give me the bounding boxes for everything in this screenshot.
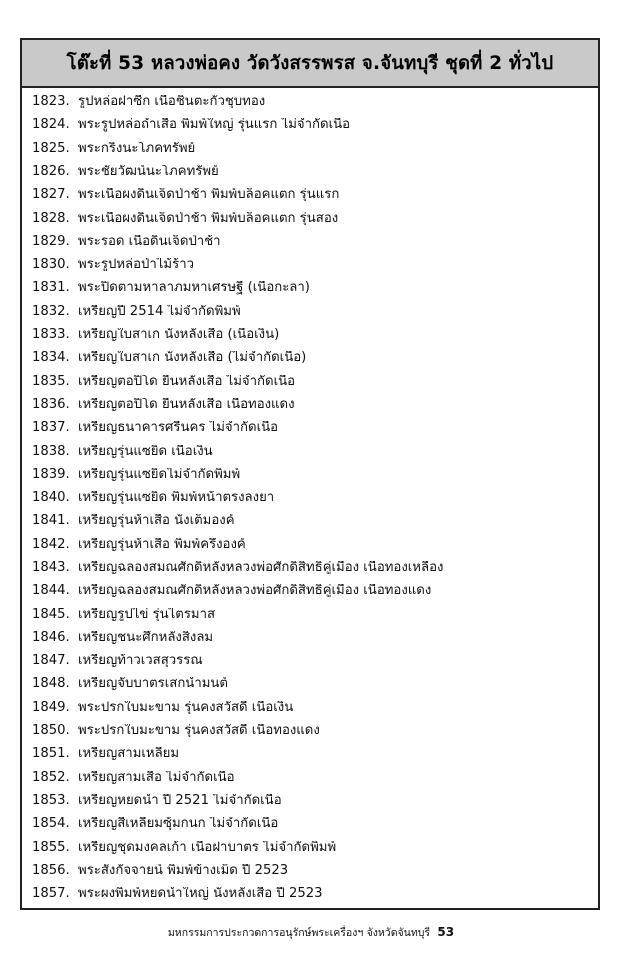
list-item bbox=[32, 603, 592, 626]
item-number: 1851. bbox=[32, 746, 70, 762]
list-item bbox=[32, 719, 592, 742]
list-item bbox=[32, 183, 592, 206]
list-item bbox=[32, 649, 592, 672]
item-text: เหรียญฉลองสมณศักดิ์หลังหลวงพ่อศักดิ์สิทธิ์คู่เมือง เนื้อทองแดง bbox=[78, 584, 432, 598]
item-text: เหรียญใบสาเก นั่งหลังเสือ (ไม่จำกัดเนื้อ) bbox=[78, 351, 307, 365]
list-item bbox=[32, 206, 592, 229]
item-number: 1842. bbox=[32, 536, 70, 552]
list-item bbox=[32, 579, 592, 602]
item-text: พระกริ่งนะโภคทรัพย์ bbox=[78, 141, 196, 155]
item-text: เหรียญรุ่นห้าเสือ พิมพ์ครึ่งองค์ bbox=[78, 537, 246, 551]
item-text: พระรูปหล่อป่าไม้ร้าว bbox=[78, 258, 195, 272]
list-item bbox=[32, 160, 592, 183]
item-number: 1855. bbox=[32, 839, 70, 855]
list-item bbox=[32, 556, 592, 579]
item-number: 1845. bbox=[32, 606, 70, 622]
footer-text: มหกรรมการประกวดการอนุรักษ์พระเครื่องฯ จังหวัดจันทบุรี bbox=[167, 927, 431, 939]
item-text: เหรียญหยดน้ำ ปี 2521 ไม่จำกัดเนื้อ bbox=[78, 793, 282, 808]
item-text: เหรียญสามเหลี่ยม bbox=[78, 747, 180, 761]
item-number: 1825. bbox=[32, 140, 70, 156]
list-item bbox=[32, 626, 592, 649]
item-number: 1852. bbox=[32, 769, 70, 785]
item-text: พระเนื้อผงดินเจ็ดป่าช้า พิมพ์บล็อคแตก รุ่นแรก bbox=[78, 188, 340, 202]
item-number: 1850. bbox=[32, 723, 70, 739]
item-text: เหรียญสี่เหลี่ยมซุ้มกนก ไม่จำกัดเนื้อ bbox=[78, 817, 279, 831]
item-text: เหรียญสามเสือ ไม่จำกัดเนื้อ bbox=[78, 770, 235, 784]
list-item bbox=[32, 439, 592, 462]
item-text: พระชัยวัฒน์นะโภคทรัพย์ bbox=[78, 164, 219, 179]
item-number: 1847. bbox=[32, 653, 70, 669]
item-number: 1829. bbox=[32, 233, 70, 249]
item-text: พระรูปหล่อถ้ำเสือ พิมพ์ใหญ่ รุ่นแรก ไม่จำกัดเนื้อ bbox=[78, 118, 351, 132]
item-number: 1843. bbox=[32, 559, 70, 575]
item-text: เหรียญใบสาเก นั่งหลังเสือ (เนื้อเงิน) bbox=[78, 328, 280, 342]
item-number: 1856. bbox=[32, 862, 70, 878]
item-number: 1827. bbox=[32, 187, 70, 203]
item-text: พระปิดตามหาลาภมหาเศรษฐี (เนื้อกะลา) bbox=[78, 281, 310, 295]
item-number: 1831. bbox=[32, 280, 70, 296]
item-number: 1848. bbox=[32, 676, 70, 692]
list-item bbox=[32, 766, 592, 789]
item-text: เหรียญจับบาตรเสกน้ำมนต์ bbox=[78, 677, 229, 691]
item-text: เหรียญรุ่นแซยิดไม่จำกัดพิมพ์ bbox=[78, 467, 241, 481]
item-text: เหรียญตอปิโด ยืนหลังเสือ เนื้อทองแดง bbox=[78, 397, 295, 412]
item-number: 1849. bbox=[32, 699, 70, 715]
item-list bbox=[32, 90, 592, 905]
table-header bbox=[22, 40, 598, 88]
item-number: 1844. bbox=[32, 583, 70, 599]
list-item bbox=[32, 509, 592, 532]
list-item bbox=[32, 789, 592, 812]
item-text: เหรียญรุ่นห้าเสือ นั่งเต็มองค์ bbox=[78, 514, 235, 528]
list-item bbox=[32, 533, 592, 556]
item-number: 1826. bbox=[32, 163, 70, 179]
list-item bbox=[32, 90, 592, 113]
list-item bbox=[32, 742, 592, 765]
item-text: พระปรกใบมะขาม รุ่นคงสวัสดี เนื้อเงิน bbox=[78, 700, 294, 714]
item-text: พระปรกใบมะขาม รุ่นคงสวัสดี เนื้อทองแดง bbox=[78, 724, 320, 738]
item-number: 1833. bbox=[32, 327, 70, 343]
item-text: เหรียญธนาคารศรีนคร ไม่จำกัดเนื้อ bbox=[78, 421, 279, 435]
list-item bbox=[32, 137, 592, 160]
item-text: พระเนื้อผงดินเจ็ดป่าช้า พิมพ์บล็อคแตก รุ่นสอง bbox=[78, 211, 339, 225]
page-number: 53 bbox=[437, 925, 455, 939]
list-item bbox=[32, 812, 592, 835]
item-number: 1835. bbox=[32, 373, 70, 389]
list-item bbox=[32, 696, 592, 719]
item-number: 1840. bbox=[32, 490, 70, 506]
list-item bbox=[32, 882, 592, 905]
table-frame bbox=[20, 38, 600, 910]
item-text: เหรียญรูปไข่ รุ่นไตรมาส bbox=[78, 607, 216, 621]
list-item bbox=[32, 836, 592, 859]
list-item bbox=[32, 463, 592, 486]
item-text: เหรียญท้าวเวสสุวรรณ bbox=[78, 654, 203, 668]
list-item bbox=[32, 113, 592, 136]
item-number: 1841. bbox=[32, 513, 70, 529]
item-text: เหรียญปี 2514 ไม่จำกัดพิมพ์ bbox=[78, 304, 241, 318]
list-item bbox=[32, 346, 592, 369]
item-text: พระรอด เนื้อดินเจ็ดป่าช้า bbox=[78, 234, 221, 249]
list-item bbox=[32, 672, 592, 695]
list-item bbox=[32, 253, 592, 276]
item-number: 1853. bbox=[32, 792, 70, 808]
item-text: เหรียญรุ่นแซยิด พิมพ์หน้าตรงลงยา bbox=[78, 491, 275, 505]
item-number: 1824. bbox=[32, 117, 70, 133]
item-number: 1854. bbox=[32, 816, 70, 832]
list-item bbox=[32, 300, 592, 323]
item-text: พระสังกัจจายน์ พิมพ์ข้างเม็ด ปี 2523 bbox=[78, 863, 289, 878]
item-number: 1836. bbox=[32, 396, 70, 412]
list-item bbox=[32, 393, 592, 416]
list-item bbox=[32, 416, 592, 439]
item-text: เหรียญฉลองสมณศักดิ์หลังหลวงพ่อศักดิ์สิทธิ์คู่เมือง เนื้อทองเหลือง bbox=[78, 560, 444, 575]
item-number: 1839. bbox=[32, 466, 70, 482]
item-number: 1837. bbox=[32, 420, 70, 436]
page-title: โต๊ะที่ 53 หลวงพ่อคง วัดวังสรรพรส จ.จันทบุรี ชุดที่ 2 ทั่วไป bbox=[66, 52, 554, 74]
item-text: เหรียญชุดมงคลเก้า เนื้อฝาบาตร ไม่จำกัดพิมพ์ bbox=[78, 840, 337, 854]
item-text: เหรียญตอปิโด ยืนหลังเสือ ไม่จำกัดเนื้อ bbox=[78, 374, 296, 388]
item-number: 1838. bbox=[32, 443, 70, 459]
page-footer bbox=[0, 924, 622, 941]
item-number: 1846. bbox=[32, 629, 70, 645]
item-text: เหรียญชนะศึกหลังสิงลม bbox=[78, 630, 214, 645]
item-number: 1832. bbox=[32, 303, 70, 319]
list-item bbox=[32, 859, 592, 882]
list-item bbox=[32, 323, 592, 346]
item-number: 1828. bbox=[32, 210, 70, 226]
list-item bbox=[32, 276, 592, 299]
item-number: 1823. bbox=[32, 94, 70, 110]
item-number: 1834. bbox=[32, 350, 70, 366]
list-item bbox=[32, 230, 592, 253]
item-text: พระผงพิมพ์หยดน้ำใหญ่ นั่งหลังเสือ ปี 2523 bbox=[78, 887, 323, 901]
item-text: รูปหล่อฝาซีก เนื้อชินตะกั่วชุบทอง bbox=[78, 95, 266, 109]
list-item bbox=[32, 486, 592, 509]
list-item bbox=[32, 370, 592, 393]
item-text: เหรียญรุ่นแซยิด เนื้อเงิน bbox=[78, 444, 213, 458]
item-number: 1830. bbox=[32, 257, 70, 273]
item-number: 1857. bbox=[32, 886, 70, 902]
